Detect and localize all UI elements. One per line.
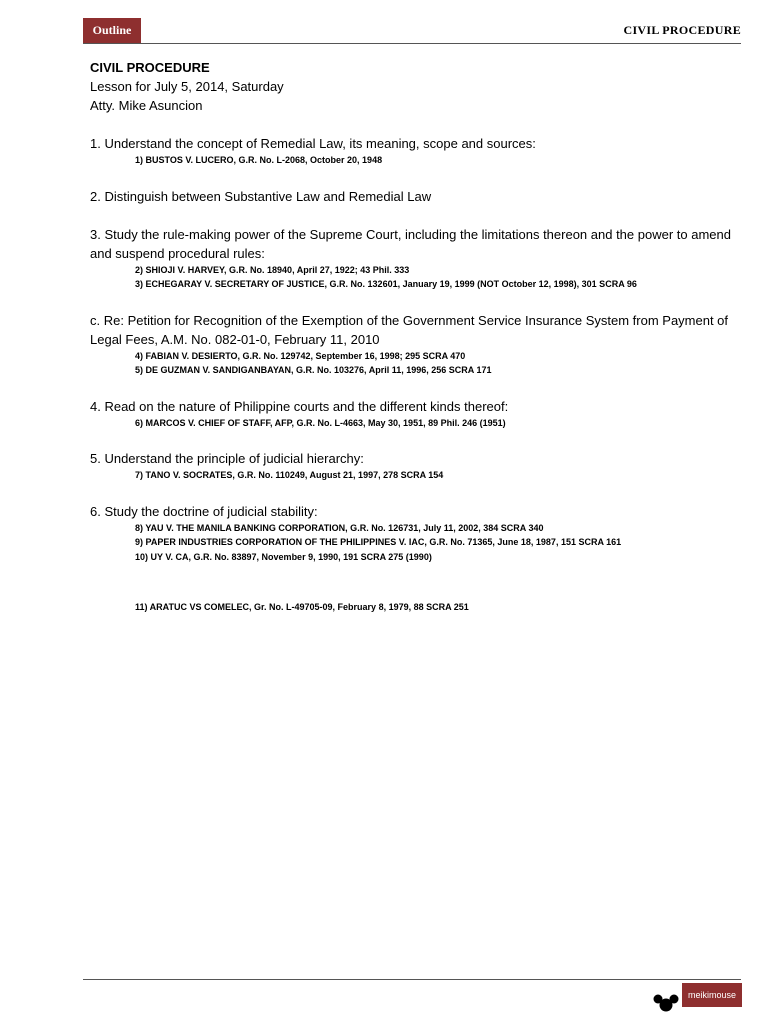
case-citation: 7) TANO V. SOCRATES, G.R. No. 110249, August 21, 1997, 278 SCRA 154: [135, 470, 444, 480]
header-title: CIVIL PROCEDURE: [623, 23, 741, 37]
case-citation: 10) UY V. CA, G.R. No. 83897, November 9, 1990, 191 SCRA 275 (1990): [135, 551, 432, 562]
case-citation: 1) BUSTOS V. LUCERO, G.R. No. L-2068, October 20, 1948: [135, 155, 383, 165]
outline-item: [90, 225, 740, 292]
outline-item-text: 4. Read on the nature of Philippine courts and the different kinds thereof:: [90, 398, 509, 414]
outline-item-text: 3. Study the rule-making power of the Supreme Court, including the limitations thereon and the power to amend and suspend procedural rules:: [90, 226, 731, 261]
case-citation: 2) SHIOJI V. HARVEY, G.R. No. 18940, April 27, 1922; 43 Phil. 333: [135, 264, 410, 275]
outline-item-text: c. Re: Petition for Recognition of the Exemption of the Government Service Insurance System from Payment of Legal Fees, A.M. No. 082-01-0, February 11, 2010: [90, 312, 729, 347]
outline-item: [90, 502, 740, 565]
case-citation: 8) YAU V. THE MANILA BANKING CORPORATION, G.R. No. 126731, July 11, 2002, 384 SCRA 340: [135, 522, 544, 533]
case-citation: 4) FABIAN V. DESIERTO, G.R. No. 129742, September 16, 1998; 295 SCRA 470: [135, 350, 466, 361]
outline-item-text: 5. Understand the principle of judicial hierarchy:: [90, 451, 364, 466]
instructor-name: Atty. Mike Asuncion: [90, 98, 203, 113]
outline-item: [90, 311, 740, 378]
outline-item: [90, 397, 740, 431]
outline-item: [90, 134, 740, 168]
outline-item: [90, 449, 740, 483]
lesson-date: Lesson for July 5, 2014, Saturday: [90, 79, 284, 94]
outline-item-text: 1. Understand the concept of Remedial Law, its meaning, scope and sources:: [90, 136, 536, 151]
case-citation: 3) ECHEGARAY V. SECRETARY OF JUSTICE, G.R. No. 132601, January 19, 1999 (NOT October 12, 1998), 301 SCRA 96: [135, 279, 637, 289]
document-body: [90, 58, 740, 615]
outline-item: [90, 187, 740, 206]
page-footer: [83, 979, 741, 1000]
case-citation: 11) ARATUC VS COMELEC, Gr. No. L-49705-09, February 8, 1979, 88 SCRA 251: [135, 602, 469, 612]
document-title: CIVIL PROCEDURE: [90, 60, 210, 75]
outline-item-text: 2. Distinguish between Substantive Law and Remedial Law: [90, 188, 432, 204]
outline-item-text: 6. Study the doctrine of judicial stability:: [90, 503, 318, 519]
brand-label: meikimouse: [682, 983, 742, 1007]
mouse-head-icon: [653, 994, 679, 1012]
outline-tab: Outline: [83, 18, 141, 43]
page-header: [83, 18, 741, 44]
case-citation: 9) PAPER INDUSTRIES CORPORATION OF THE PHILIPPINES V. IAC, G.R. No. 71365, June 18, 1987, 151 SCRA 161: [135, 537, 622, 547]
case-citation: 5) DE GUZMAN V. SANDIGANBAYAN, G.R. No. 103276, April 11, 1996, 256 SCRA 171: [135, 365, 492, 375]
case-citation: 6) MARCOS V. CHIEF OF STAFF, AFP, G.R. No. L-4663, May 30, 1951, 89 Phil. 246 (1951): [135, 417, 506, 428]
